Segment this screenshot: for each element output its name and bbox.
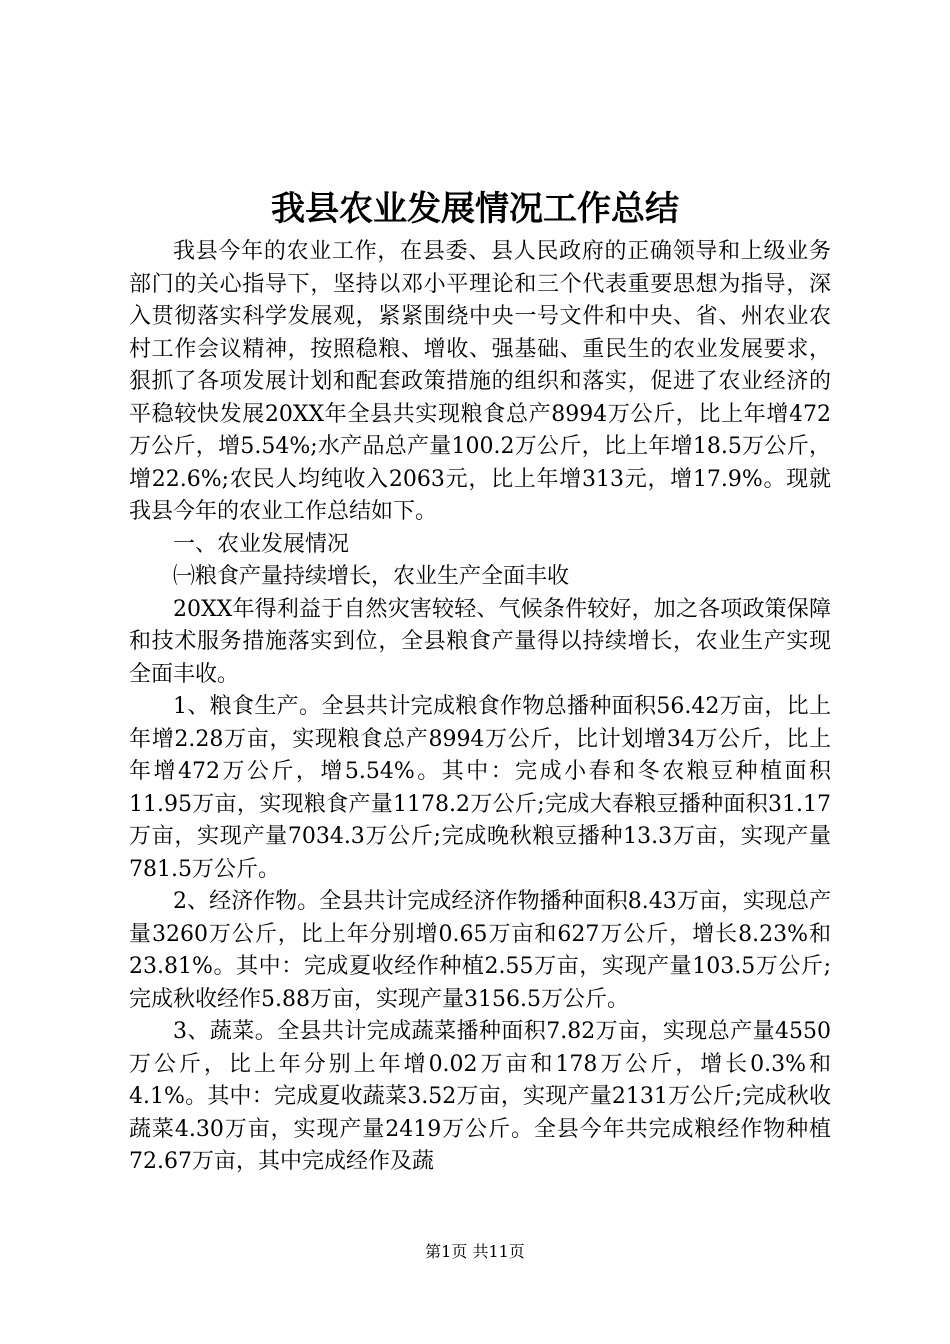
paragraph-grain: 1、粮食生产。全县共计完成粮食作物总播种面积56.42万亩，比上年增2.28万亩，实现粮食总产8994万公斤，比计划增34万公斤，比上年增472万公斤，增5.54%。其中：完成小春和冬农粮豆种植面积11.95万亩，实现粮食产量1178.2万公斤;完成大春粮豆播种面积31.17万亩，实现产量7034.3万公斤;完成晚秋粮豆播种13.3万亩，实现产量781.5万公斤。: [129, 694, 831, 882]
document-title: 我县农业发展情况工作总结: [271, 189, 679, 229]
paragraph-vegetables: 3、蔬菜。全县共计完成蔬菜播种面积7.82万亩，实现总产量4550万公斤，比上年分别上年增0.02万亩和178万公斤，增长0.3%和4.1%。其中：完成夏收蔬菜3.52万亩，实现产量2131万公斤;完成秋收蔬菜4.30万亩，实现产量2419万公斤。全县今年共完成粮经作物种植72.67万亩，其中完成经作及蔬: [129, 1019, 831, 1174]
paragraph-economic-crops: 2、经济作物。全县共计完成经济作物播种面积8.43万亩，实现总产量3260万公斤，比上年分别增0.65万亩和627万公斤，增长8.23%和23.81%。其中：完成夏收经作种植2.55万亩，实现产量103.5万公斤;完成秋收经作5.88万亩，实现产量3156.5万公斤。: [129, 889, 831, 1012]
document-body: [129, 236, 831, 1179]
subsection-heading: ㈠粮食产量持续增长，农业生产全面丰收: [173, 564, 570, 589]
page-footer: 第1页 共11页: [425, 1242, 525, 1261]
paragraph-intro: 我县今年的农业工作，在县委、县人民政府的正确领导和上级业务部门的关心指导下，坚持以邓小平理论和三个代表重要思想为指导，深入贯彻落实科学发展观，紧紧围绕中央一号文件和中央、省、州农业农村工作会议精神，按照稳粮、增收、强基础、重民生的农业发展要求，狠抓了各项发展计划和配套政策措施的组织和落实，促进了农业经济的平稳较快发展20XX年全县共实现粮食总产8994万公斤，比上年增472万公斤，增5.54%;水产品总产量100.2万公斤，比上年增18.5万公斤，增22.6%;农民人均纯收入2063元，比上年增313元，增17.9%。现就我县今年的农业工作总结如下。: [129, 239, 831, 524]
section-heading: 一、农业发展情况: [173, 531, 350, 557]
paragraph: 20XX年得利益于自然灾害较轻、气候条件较好，加之各项政策保障和技术服务措施落实到位，全县粮食产量得以持续增长，农业生产实现全面丰收。: [129, 596, 831, 687]
